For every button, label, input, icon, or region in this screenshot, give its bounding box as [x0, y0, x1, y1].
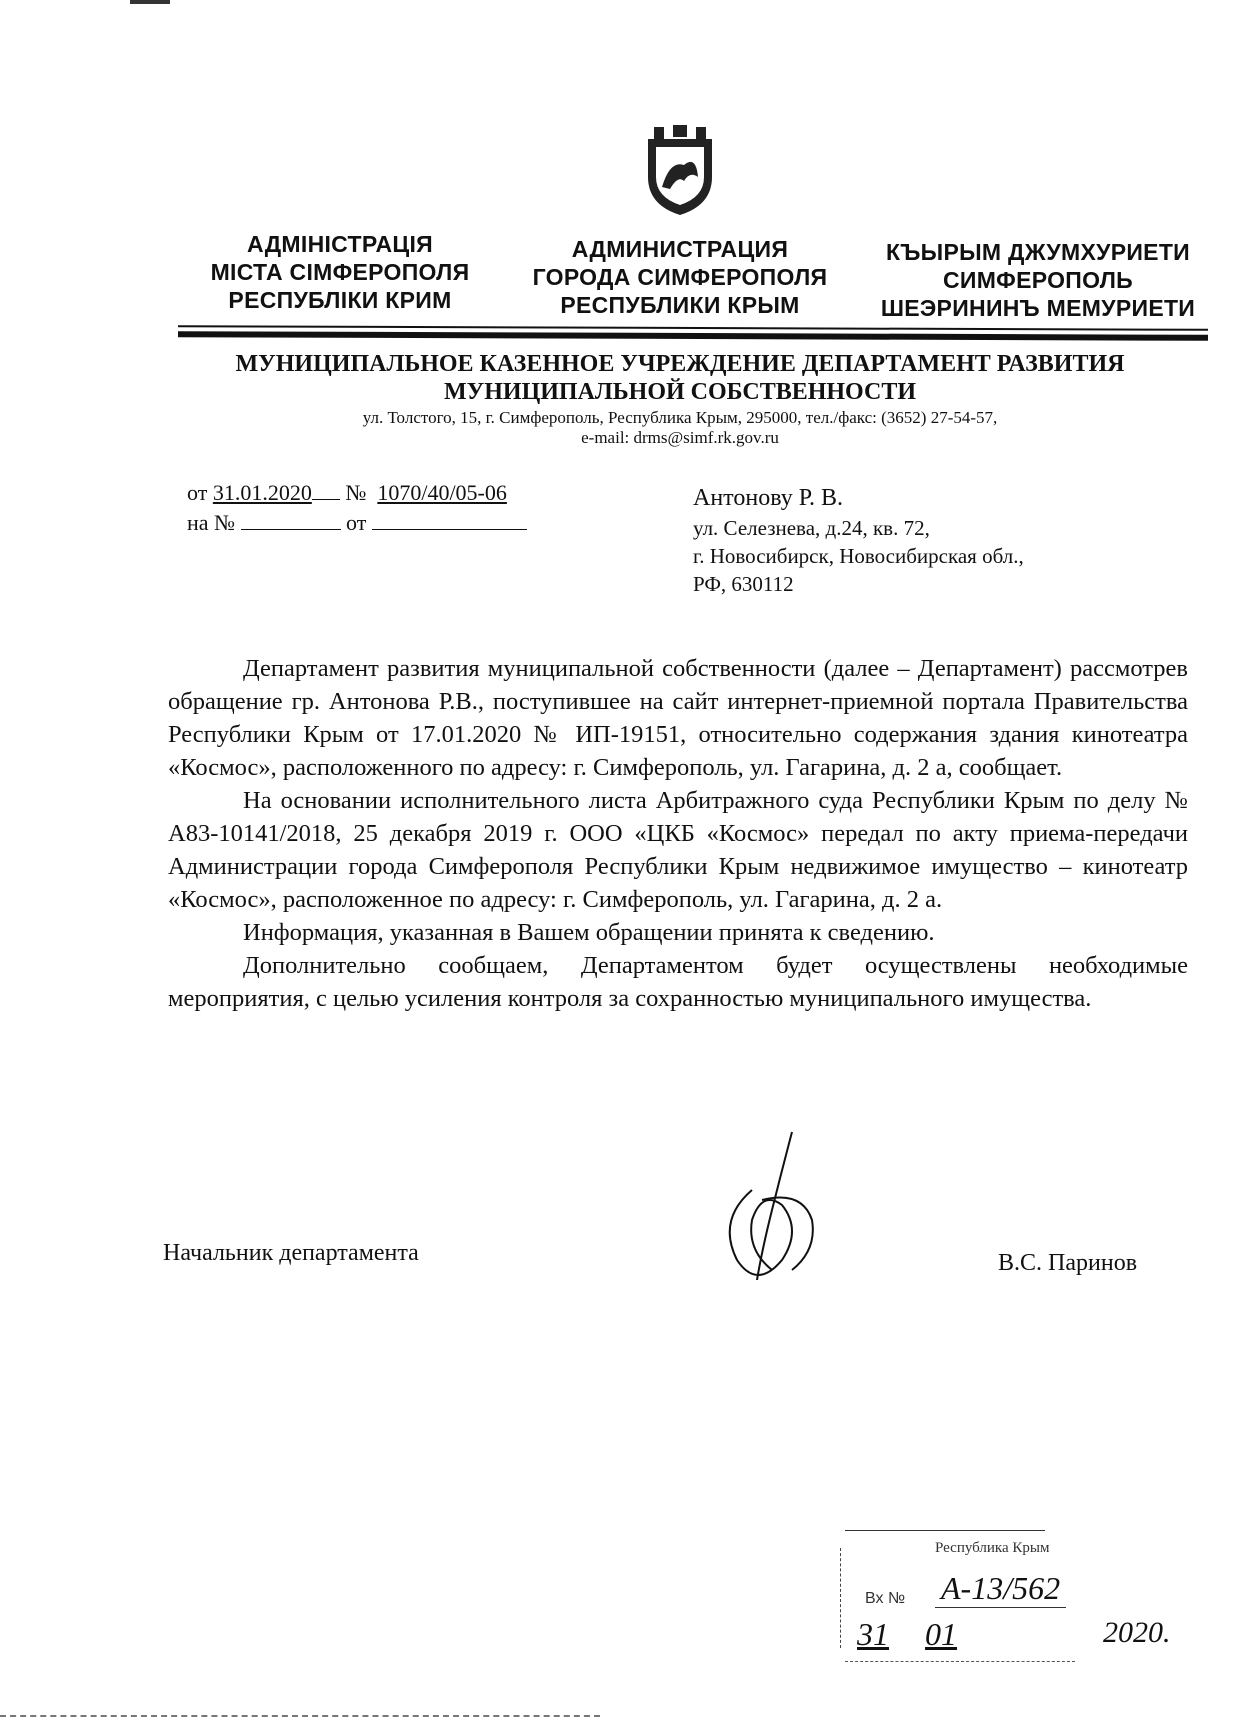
letter-body	[168, 652, 1188, 1015]
recipient-name: Антонову Р. В.	[693, 485, 844, 511]
reply-number-label: на №	[187, 510, 236, 535]
recipient-block	[693, 482, 1024, 598]
organization-title-line: МУНИЦИПАЛЬНОЙ СОБСТВЕННОСТИ	[443, 379, 917, 405]
body-paragraph: Департамент развития муниципальной собственности (далее – Департамент) рассмотрев обращение гр. Антонова Р.В., поступившее на сайт интернет-приемной портала Правительства Республики Крым от 17.01.2020 № ИП-19151, относительно содержания здания кинотеатра «Космос», расположенного по адресу: г. Симферополь, ул. Гагарина, д. 2 а, сообщает.	[168, 655, 1188, 781]
organization-contacts	[170, 408, 1190, 448]
header-divider-thick	[178, 331, 1208, 341]
recipient-postal: РФ, 630112	[693, 572, 794, 596]
header-line: МІСТА СІМФЕРОПОЛЯ	[210, 259, 470, 285]
stamp-header: Республика Крым	[935, 1540, 1050, 1556]
stamp-year: 2020.	[1103, 1616, 1171, 1649]
incoming-registration-stamp	[835, 1528, 1215, 1668]
reference-block	[187, 478, 527, 538]
body-paragraph: Дополнительно сообщаем, Департаментом будет осуществлены необходимые мероприятия, с целью усиления контроля за сохранностью муниципального имущества.	[168, 952, 1188, 1012]
body-paragraph: Информация, указанная в Вашем обращении принята к сведению.	[243, 919, 935, 946]
signatory-position: Начальник департамента	[163, 1240, 419, 1266]
header-line: АДМІНІСТРАЦІЯ	[246, 231, 434, 257]
reply-date-blank	[372, 511, 527, 530]
stamp-month: 01	[925, 1616, 957, 1652]
organization-email: e-mail: drms@simf.rk.gov.ru	[581, 428, 779, 447]
header-russian	[510, 235, 850, 319]
header-ukrainian	[190, 230, 490, 314]
handwritten-signature	[712, 1130, 832, 1290]
reply-number-blank	[241, 511, 341, 530]
recipient-street: ул. Селезнева, д.24, кв. 72,	[693, 516, 930, 540]
organization-title-line: МУНИЦИПАЛЬНОЕ КАЗЕННОЕ УЧРЕЖДЕНИЕ ДЕПАРТАМЕНТ РАЗВИТИЯ	[235, 351, 1125, 377]
header-line: СИМФЕРОПОЛЬ	[942, 267, 1134, 293]
header-line: АДМИНИСТРАЦИЯ	[571, 236, 789, 262]
organization-title	[170, 350, 1190, 406]
crimea-coat-of-arms	[640, 125, 720, 217]
stamp-day: 31	[857, 1616, 889, 1652]
header-line: ГОРОДА СИМФЕРОПОЛЯ	[532, 264, 828, 290]
header-crimean-tatar	[868, 238, 1208, 322]
recipient-city: г. Новосибирск, Новосибирская обл.,	[693, 544, 1024, 568]
header-divider-thin	[178, 325, 1208, 331]
header-line: РЕСПУБЛІКИ КРИМ	[228, 287, 452, 313]
header-line: РЕСПУБЛИКИ КРЫМ	[560, 292, 800, 318]
body-paragraph: На основании исполнительного листа Арбитражного суда Республики Крым по делу № А83-10141/2018, 25 декабря 2019 г. ООО «ЦКБ «Космос» передал по акту приема-передачи Администрации города Симферополя Республики Крым недвижимое имущество – кинотеатр «Космос», расположенное по адресу: г. Симферополь, ул. Гагарина, д. 2 а.	[168, 787, 1188, 913]
signatory-name: В.С. Паринов	[998, 1250, 1138, 1276]
scan-artifact	[0, 1715, 600, 1717]
header-line: КЪЫРЫМ ДЖУМХУРИЕТИ	[885, 239, 1191, 265]
stamp-incoming-label: Вх №	[865, 1590, 906, 1607]
organization-address: ул. Толстого, 15, г. Симферополь, Республика Крым, 295000, тел./факс: (3652) 27-54-57,	[362, 408, 998, 427]
header-line: ШЕЭРИНИНЪ МЕМУРИЕТИ	[880, 295, 1196, 321]
reply-from-label: от	[346, 510, 367, 535]
scan-artifact	[130, 0, 170, 4]
stamp-incoming-number: А-13/562	[935, 1570, 1066, 1608]
from-label: от	[187, 480, 208, 505]
outgoing-number: 1070/40/05-06	[377, 480, 507, 505]
outgoing-date: 31.01.2020	[212, 480, 312, 505]
number-label: №	[345, 480, 367, 505]
